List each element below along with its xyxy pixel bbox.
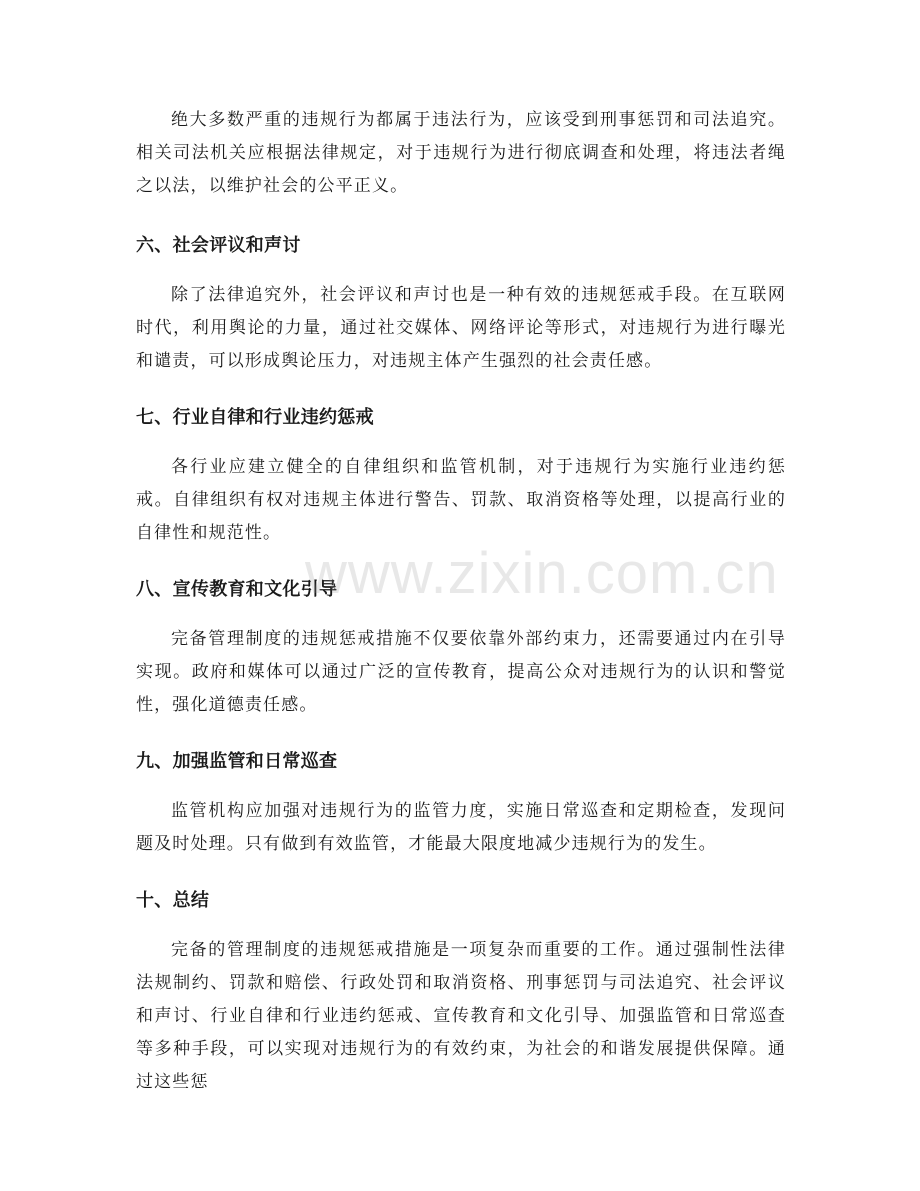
- section-heading-8: 八、宣传教育和文化引导: [136, 579, 338, 600]
- section-heading-6: 六、社会评议和声讨: [136, 235, 301, 256]
- section-heading-7: 七、行业自律和行业违约惩戒: [136, 407, 374, 428]
- paragraph-section-8: 完备管理制度的违规惩戒措施不仅要依靠外部约束力，还需要通过内在引导实现。政府和媒体可以通过广泛的宣传教育，提高公众对违规行为的认识和警觉性，强化道德责任感。: [136, 629, 786, 715]
- document-page: [136, 104, 786, 1099]
- paragraph-section-9: 监管机构应加强对违规行为的监管力度，实施日常巡查和定期检查，发现问题及时处理。只有做到有效监管，才能最大限度地减少违规行为的发生。: [136, 801, 786, 854]
- paragraph-section-7: 各行业应建立健全的自律组织和监管机制，对于违规行为实施行业违约惩戒。自律组织有权对违规主体进行警告、罚款、取消资格等处理，以提高行业的自律性和规范性。: [136, 457, 786, 543]
- paragraph-section-10: 完备的管理制度的违规惩戒措施是一项复杂而重要的工作。通过强制性法律法规制约、罚款和赔偿、行政处罚和取消资格、刑事惩罚与司法追究、社会评议和声讨、行业自律和行业违约惩戒、宣传教育和文化引导、加强监管和日常巡查等多种手段，可以实现对违规行为的有效约束，为社会的和谐发展提供保障。通过这些惩: [136, 940, 786, 1092]
- paragraph-intro: 绝大多数严重的违规行为都属于违法行为，应该受到刑事惩罚和司法追究。相关司法机关应根据法律规定，对于违规行为进行彻底调查和处理，将违法者绳之以法，以维护社会的公平正义。: [136, 110, 786, 196]
- watermark-text: www.zixin.com.cn: [305, 541, 779, 606]
- paragraph-section-6: 除了法律追究外，社会评议和声讨也是一种有效的违规惩戒手段。在互联网时代，利用舆论的力量，通过社交媒体、网络评论等形式，对违规行为进行曝光和谴责，可以形成舆论压力，对违规主体产生强烈的社会责任感。: [136, 285, 786, 371]
- section-heading-10: 十、总结: [136, 890, 210, 911]
- section-heading-9: 九、加强监管和日常巡查: [136, 751, 338, 772]
